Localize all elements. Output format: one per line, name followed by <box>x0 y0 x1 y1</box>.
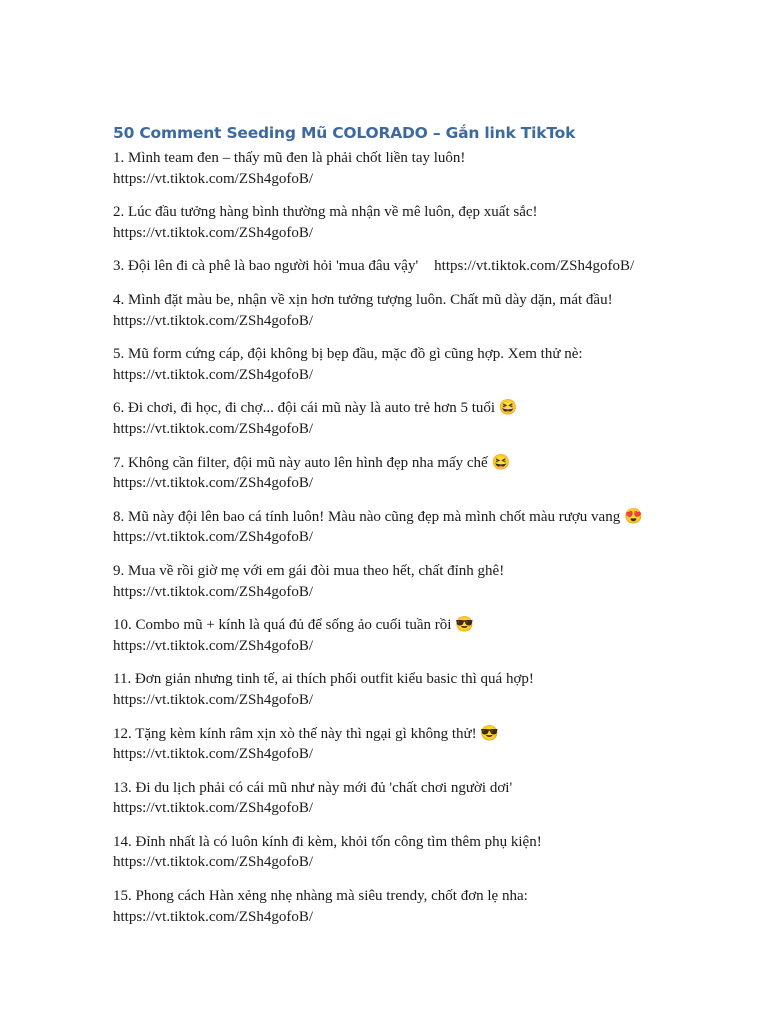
tiktok-link[interactable]: https://vt.tiktok.com/ZSh4gofoB/ <box>113 854 314 871</box>
comment-text: 7. Không cần filter, đội mũ này auto lên hình đẹp nha mấy chế 😆 <box>113 454 511 471</box>
tiktok-link[interactable]: https://vt.tiktok.com/ZSh4gofoB/ <box>113 170 314 187</box>
tiktok-link[interactable]: https://vt.tiktok.com/ZSh4gofoB/ <box>113 420 314 437</box>
tiktok-link[interactable]: https://vt.tiktok.com/ZSh4gofoB/ <box>113 224 314 241</box>
list-item <box>113 290 673 331</box>
document-title: 50 Comment Seeding Mũ COLORADO – Gắn link TikTok <box>113 124 576 142</box>
list-item <box>113 778 673 819</box>
list-item <box>113 344 673 385</box>
tiktok-link[interactable]: https://vt.tiktok.com/ZSh4gofoB/ <box>113 529 314 546</box>
list-item <box>113 507 673 548</box>
list-item <box>113 561 673 602</box>
comment-text: 2. Lúc đầu tưởng hàng bình thường mà nhận về mê luôn, đẹp xuất sắc! <box>113 204 538 221</box>
comment-text: 11. Đơn giản nhưng tinh tế, ai thích phối outfit kiểu basic thì quá hợp! <box>113 671 534 688</box>
tiktok-link[interactable]: https://vt.tiktok.com/ZSh4gofoB/ <box>113 583 314 600</box>
tiktok-link[interactable]: https://vt.tiktok.com/ZSh4gofoB/ <box>113 637 314 654</box>
comment-text: 15. Phong cách Hàn xẻng nhẹ nhàng mà siêu trendy, chốt đơn lẹ nha: <box>113 888 528 905</box>
tiktok-link[interactable]: https://vt.tiktok.com/ZSh4gofoB/ <box>113 366 314 383</box>
list-item <box>113 398 673 439</box>
comment-text: 8. Mũ này đội lên bao cá tính luôn! Màu nào cũng đẹp mà mình chốt màu rượu vang 😍 <box>113 508 643 525</box>
list-item <box>113 148 673 189</box>
comment-text: 5. Mũ form cứng cáp, đội không bị bẹp đầu, mặc đồ gì cũng hợp. Xem thử nè: <box>113 346 583 363</box>
list-item <box>113 669 673 710</box>
tiktok-link[interactable]: https://vt.tiktok.com/ZSh4gofoB/ <box>113 691 314 708</box>
comment-text: 14. Đỉnh nhất là có luôn kính đi kèm, khỏi tốn công tìm thêm phụ kiện! <box>113 833 542 850</box>
list-item <box>113 453 673 494</box>
list-item <box>113 724 673 765</box>
tiktok-link[interactable]: https://vt.tiktok.com/ZSh4gofoB/ <box>113 746 314 763</box>
tiktok-link[interactable]: https://vt.tiktok.com/ZSh4gofoB/ <box>113 312 314 329</box>
list-item <box>113 202 673 243</box>
list-item <box>113 615 673 656</box>
comment-text: 9. Mua về rồi giờ mẹ với em gái đòi mua theo hết, chất đỉnh ghê! <box>113 563 505 579</box>
comment-list <box>113 148 673 940</box>
comment-text: 4. Mình đặt màu be, nhận về xịn hơn tưởng tượng luôn. Chất mũ dày dặn, mát đầu! <box>113 292 613 309</box>
tiktok-link[interactable]: https://vt.tiktok.com/ZSh4gofoB/ <box>434 258 635 275</box>
comment-text: 10. Combo mũ + kính là quá đủ để sống ảo cuối tuần rồi 😎 <box>113 617 474 634</box>
list-item <box>113 886 673 927</box>
list-item <box>113 256 673 277</box>
tiktok-link[interactable]: https://vt.tiktok.com/ZSh4gofoB/ <box>113 475 314 492</box>
comment-text: 13. Đi du lịch phải có cái mũ như này mới đủ 'chất chơi người dơi' <box>113 779 513 796</box>
comment-text: 3. Đội lên đi cà phê là bao người hỏi 'mua đâu vậy' <box>113 258 419 275</box>
list-item <box>113 832 673 873</box>
tiktok-link[interactable]: https://vt.tiktok.com/ZSh4gofoB/ <box>113 908 314 925</box>
comment-text: 6. Đi chơi, đi học, đi chợ... đội cái mũ này là auto trẻ hơn 5 tuổi 😆 <box>113 400 518 417</box>
comment-text: 12. Tặng kèm kính râm xịn xò thế này thì ngại gì không thử! 😎 <box>113 725 500 742</box>
tiktok-link[interactable]: https://vt.tiktok.com/ZSh4gofoB/ <box>113 800 314 817</box>
comment-text: 1. Mình team đen – thấy mũ đen là phải chốt liền tay luôn! <box>113 150 466 166</box>
